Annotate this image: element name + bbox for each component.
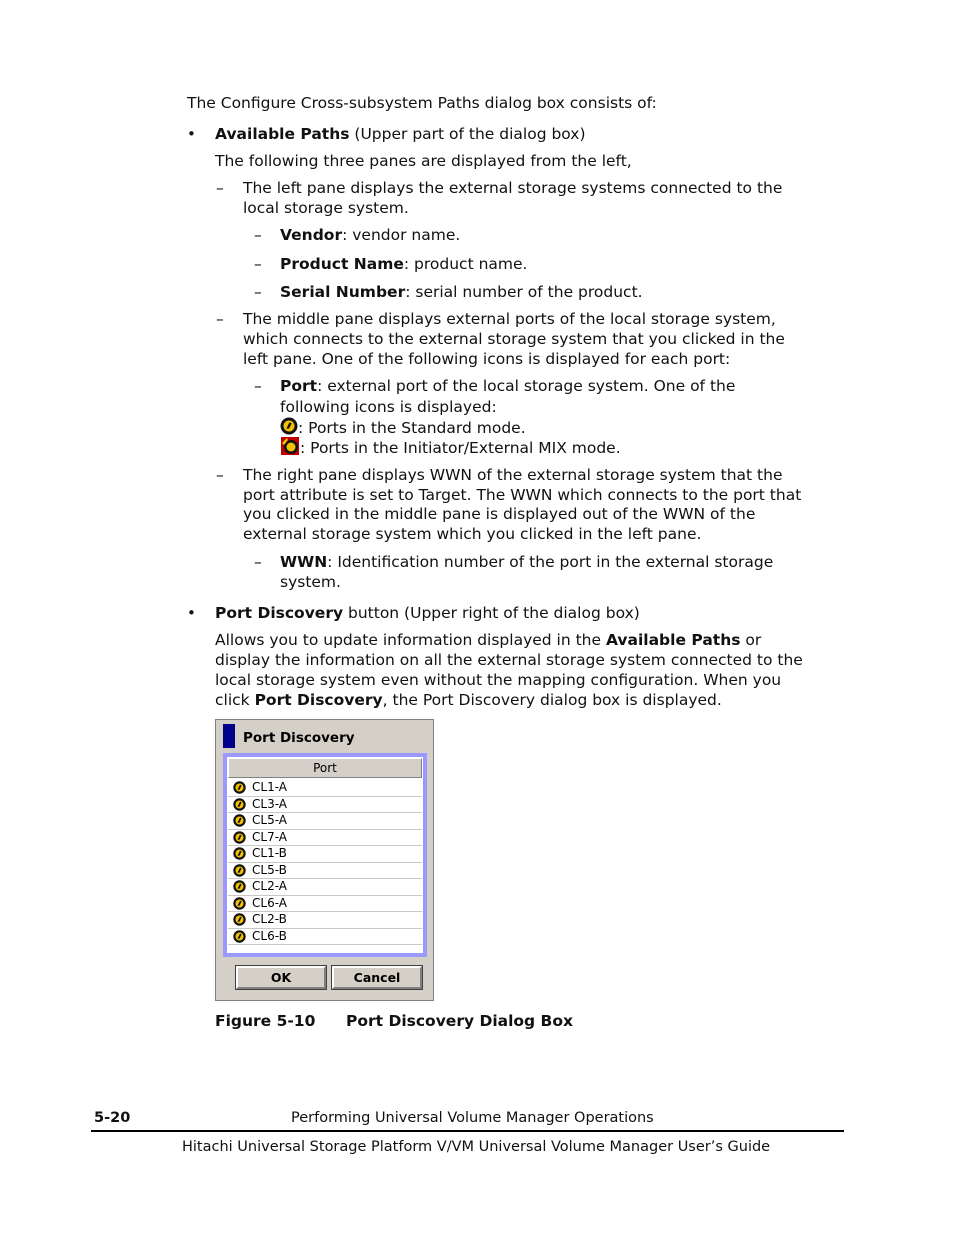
dash-marker: – (216, 179, 224, 197)
port-row[interactable] (228, 797, 422, 814)
standard-port-icon (233, 864, 246, 877)
mix-mode-line (280, 437, 621, 458)
footer-guide-title: Hitachi Universal Storage Platform V/VM Universal Volume Manager User’s Guide (182, 1139, 771, 1155)
footer-section: Performing Universal Volume Manager Operations (291, 1110, 654, 1126)
port-discovery-para-line2: display the information on all the external storage system connected to the (215, 651, 803, 669)
port-discovery-para-line4 (215, 690, 722, 710)
port-label: CL1-B (252, 846, 287, 860)
available-paths-heading (215, 124, 586, 144)
product-name-desc: : product name. (403, 255, 528, 273)
standard-port-icon (233, 913, 246, 926)
standard-port-icon (233, 897, 246, 910)
port-list (228, 780, 422, 945)
port-discovery-heading (215, 603, 640, 623)
panes-lead: The following three panes are displayed from the left, (215, 152, 632, 170)
port-discovery-para-line3: local storage system even without the mapping configuration. When you (215, 671, 782, 689)
left-pane-line2: local storage system. (243, 199, 409, 217)
port-row[interactable] (228, 780, 422, 797)
dash-marker: – (254, 255, 262, 273)
dash-marker: – (254, 226, 262, 244)
right-pane-line2: port attribute is set to Target. The WWN which connects to the port that (243, 486, 802, 504)
port-column-header[interactable]: Port (228, 758, 422, 778)
port-list-frame (223, 753, 427, 957)
middle-pane-line1: The middle pane displays external ports of the local storage system, (243, 310, 776, 328)
port-row[interactable] (228, 912, 422, 929)
standard-mode-line (280, 417, 526, 438)
middle-pane-line2: which connects to the external storage system that you clicked in the (243, 330, 785, 348)
term-available-paths: Available Paths (605, 631, 741, 649)
dash-marker: – (216, 466, 224, 484)
term-product-name: Product Name (280, 255, 404, 273)
footer-rule (91, 1130, 844, 1132)
serial-number-item (280, 282, 643, 302)
para-text: , the Port Discovery dialog box is displayed. (382, 691, 722, 709)
port-label: CL2-A (252, 879, 287, 893)
term-wwn: WWN (280, 553, 328, 571)
standard-port-icon (233, 831, 246, 844)
dash-marker: – (216, 310, 224, 328)
left-pane-line1: The left pane displays the external storage systems connected to the (243, 179, 783, 197)
dash-marker: – (254, 283, 262, 301)
port-discovery-para-line1 (215, 630, 761, 650)
port-label: CL5-B (252, 862, 287, 877)
port-label: CL6-A (252, 895, 287, 910)
cancel-button[interactable]: Cancel (332, 966, 422, 989)
dialog-title: Port Discovery (243, 730, 355, 746)
term-port: Port (280, 377, 318, 395)
serial-number-desc: : serial number of the product. (405, 283, 643, 301)
para-text: click (215, 691, 255, 709)
figure-caption: Port Discovery Dialog Box (346, 1012, 574, 1030)
standard-port-icon (233, 930, 246, 943)
middle-pane-line3: left pane. One of the following icons is displayed for each port: (243, 350, 731, 368)
right-pane-line3: you clicked in the middle pane is displayed out of the WWN of the (243, 505, 756, 523)
dialog-title-marker (223, 724, 235, 748)
product-name-item (280, 254, 527, 274)
term-port-discovery: Port Discovery (215, 604, 344, 622)
right-pane-line4: external storage system which you clicked in the left pane. (243, 525, 702, 543)
standard-port-icon (280, 417, 298, 435)
heading-rest: (Upper part of the dialog box) (349, 125, 586, 143)
term-available-paths: Available Paths (215, 125, 350, 143)
wwn-item (280, 552, 773, 572)
port-row[interactable] (228, 879, 422, 896)
heading-rest: button (Upper right of the dialog box) (343, 604, 640, 622)
standard-port-icon (233, 781, 246, 794)
port-label: CL7-A (252, 829, 287, 844)
para-text: Allows you to update information displayed in the (215, 631, 606, 649)
port-label: CL5-A (252, 813, 287, 827)
port-row[interactable] (228, 846, 422, 863)
term-serial-number: Serial Number (280, 283, 406, 301)
standard-port-icon (233, 814, 246, 827)
term-vendor: Vendor (280, 226, 343, 244)
term-port-discovery: Port Discovery (254, 691, 383, 709)
port-row[interactable] (228, 863, 422, 880)
standard-mode-text: : Ports in the Standard mode. (298, 419, 526, 437)
bullet-dot: • (187, 125, 196, 143)
standard-port-icon (233, 880, 246, 893)
port-discovery-dialog (215, 719, 434, 1001)
port-item (280, 376, 735, 396)
mix-mode-text: : Ports in the Initiator/External MIX mode. (300, 439, 621, 457)
port-label: CL3-A (252, 796, 287, 811)
intro-text: The Configure Cross-subsystem Paths dialog box consists of: (187, 94, 657, 112)
dash-marker: – (254, 553, 262, 571)
standard-port-icon (233, 847, 246, 860)
port-row[interactable] (228, 813, 422, 830)
port-label: CL1-A (252, 780, 287, 794)
wwn-line2: system. (280, 573, 341, 591)
port-desc: : external port of the local storage system. One of the (317, 377, 736, 395)
standard-port-icon (233, 798, 246, 811)
port-row[interactable] (228, 896, 422, 913)
para-text: or (740, 631, 762, 649)
bullet-dot: • (187, 604, 196, 622)
ok-button[interactable]: OK (236, 966, 326, 989)
port-row[interactable] (228, 830, 422, 847)
figure-number: Figure 5-10 (215, 1012, 316, 1030)
port-row[interactable] (228, 929, 422, 946)
vendor-item (280, 225, 460, 245)
port-label: CL6-B (252, 928, 287, 943)
right-pane-line1: The right pane displays WWN of the external storage system that the (243, 466, 783, 484)
vendor-desc: : vendor name. (342, 226, 461, 244)
port-label: CL2-B (252, 912, 287, 926)
wwn-desc: : Identification number of the port in the external storage (327, 553, 774, 571)
port-line2: following icons is displayed: (280, 398, 497, 416)
dash-marker: – (254, 377, 262, 395)
page-number: 5-20 (94, 1110, 131, 1126)
mix-port-icon (280, 437, 300, 455)
